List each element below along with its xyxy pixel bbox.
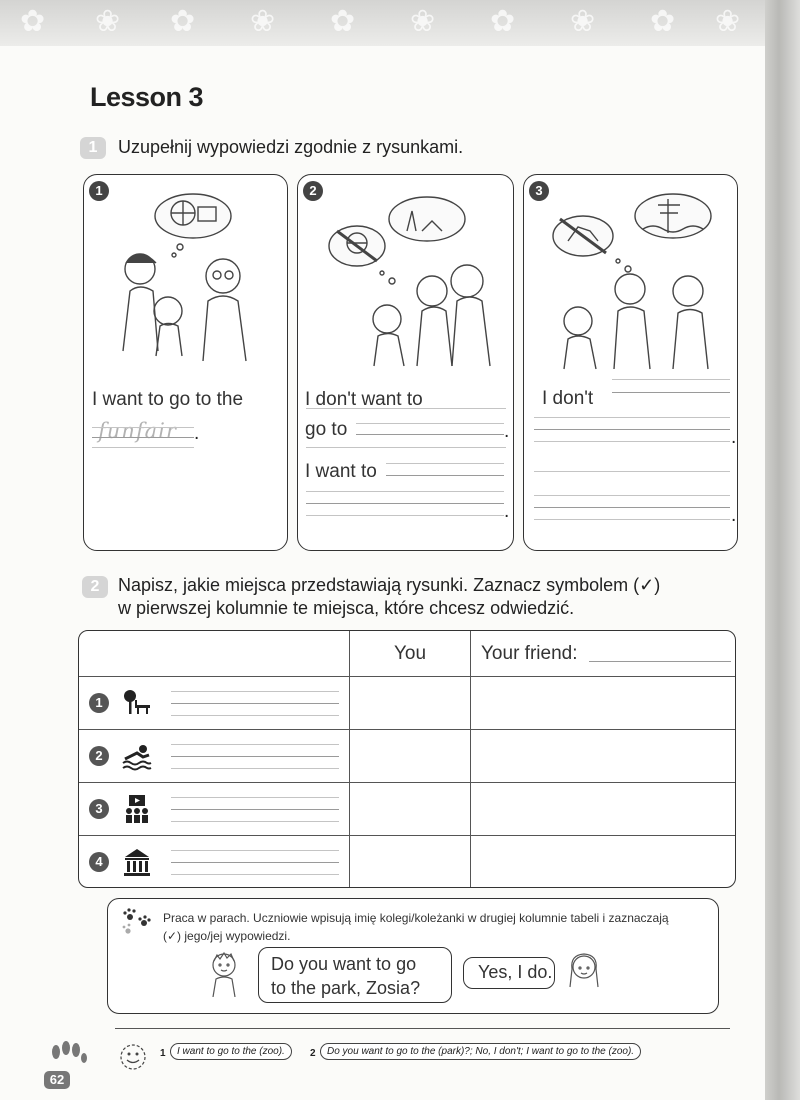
friend-check-cell[interactable] [471, 677, 735, 730]
lesson-title: Lesson 3 [90, 82, 204, 112]
answer-text: Yes, I do. [478, 962, 553, 982]
exercise-1-badge: 1 [80, 137, 106, 159]
writing-line [306, 491, 504, 492]
writing-line[interactable] [171, 744, 339, 745]
park-icon [121, 688, 153, 718]
page-number: 62 [44, 1071, 70, 1089]
sentence-period: . [731, 427, 737, 448]
picture-panel-2 [297, 174, 514, 551]
question-speech-bubble [258, 947, 452, 1003]
writing-line [612, 379, 730, 380]
handwritten-example-answer: funfair [98, 419, 177, 443]
writing-line[interactable] [171, 874, 339, 875]
place-cell [79, 730, 350, 783]
panel-1-prompt: I want to go to the [92, 389, 244, 410]
writing-line [306, 503, 504, 504]
sentence-period: . [504, 501, 510, 522]
panel-number: 3 [529, 181, 549, 201]
museum-icon [121, 847, 153, 877]
friend-column-header: Your friend: [481, 643, 578, 664]
exercise-2-badge: 2 [82, 576, 108, 598]
boy-avatar [208, 951, 240, 997]
row-number: 3 [89, 799, 109, 819]
picture-panel-1 [83, 174, 288, 551]
friend-name-line[interactable] [589, 661, 731, 662]
writing-line[interactable] [171, 768, 339, 769]
sentence-period: . [731, 505, 737, 526]
writing-line[interactable] [171, 703, 339, 704]
panel-number: 1 [89, 181, 109, 201]
writing-line[interactable] [171, 756, 339, 757]
writing-line[interactable] [171, 821, 339, 822]
writing-line [534, 429, 730, 430]
picture-panel-3 [523, 174, 738, 551]
writing-line [534, 417, 730, 418]
footer-rule [115, 1028, 730, 1029]
writing-line [306, 447, 506, 448]
writing-line [386, 463, 504, 464]
page-binding-edge [765, 0, 800, 1100]
writing-line [534, 519, 730, 520]
writing-line[interactable] [171, 691, 339, 692]
friend-check-cell[interactable] [471, 836, 735, 887]
header-you-cell [350, 631, 471, 677]
you-check-cell[interactable] [350, 836, 471, 887]
exercise-2-instruction-line-1: Napisz, jakie miejsca przedstawiają rysunki. Zaznacz symbolem (✓) [118, 575, 661, 595]
answer-key-number-2: 2 [310, 1048, 316, 1059]
paw-print-icon [48, 1040, 88, 1074]
writing-line [92, 437, 194, 438]
writing-line[interactable] [171, 809, 339, 810]
children-zoo-beach-illustration [538, 191, 728, 381]
pair-work-box [107, 898, 719, 1014]
writing-line[interactable] [171, 862, 339, 863]
writing-line [386, 475, 504, 476]
answer-key-1: I want to go to the (zoo). [170, 1043, 292, 1060]
writing-line[interactable] [171, 797, 339, 798]
friend-check-cell[interactable] [471, 783, 735, 836]
children-funfair-illustration [98, 191, 278, 381]
pair-work-instruction-line-2: (✓) jego/jej wypowiedzi. [163, 929, 291, 943]
you-check-cell[interactable] [350, 730, 471, 783]
answer-key-2: Do you want to go to the (park)?; No, I don't; I want to go to the (zoo). [320, 1043, 641, 1060]
cinema-icon [121, 794, 153, 824]
friend-check-cell[interactable] [471, 730, 735, 783]
place-cell [79, 677, 350, 730]
decorative-header-band: ✿ ❀ ✿ ❀ ✿ ❀ ✿ ❀ ✿ ❀ [0, 0, 765, 46]
writing-line [306, 515, 504, 516]
exercise-2-instruction-line-2: w pierwszej kolumnie te miejsca, które chcesz odwiedzić. [118, 598, 575, 618]
answer-key-number-1: 1 [160, 1048, 166, 1059]
girl-avatar [564, 951, 604, 997]
panel-3-prompt: I don't [542, 388, 594, 409]
exercise-1-instruction: Uzupełnij wypowiedzi zgodnie z rysunkami. [118, 137, 464, 157]
pair-work-icon [120, 907, 154, 937]
writing-line [534, 495, 730, 496]
writing-line [534, 441, 730, 442]
writing-line[interactable] [171, 715, 339, 716]
row-number: 2 [89, 746, 109, 766]
writing-line[interactable] [171, 850, 339, 851]
places-table [78, 630, 736, 888]
header-friend-cell [471, 631, 735, 677]
swimming-pool-icon [121, 741, 153, 771]
row-number: 1 [89, 693, 109, 713]
writing-line [356, 423, 504, 424]
writing-line [612, 392, 730, 393]
answer-speech-bubble [463, 957, 555, 989]
writing-line [356, 434, 504, 435]
writing-line [92, 427, 194, 428]
pair-work-instruction-line-1: Praca w parach. Uczniowie wpisują imię kolegi/koleżanki w drugiej kolumnie tabeli i zaznaczają [163, 911, 669, 925]
smiley-face-icon [117, 1042, 149, 1072]
writing-line [306, 408, 506, 409]
you-column-header: You [393, 642, 427, 664]
header-blank-cell [79, 631, 350, 677]
sentence-period: . [504, 421, 510, 442]
pair-work-instruction [163, 909, 708, 945]
writing-line [92, 447, 194, 448]
children-zoo-illustration [312, 191, 502, 381]
writing-line [534, 507, 730, 508]
panel-2-prompt-line-3: I want to [305, 461, 377, 482]
panel-number: 2 [303, 181, 323, 201]
panel-2-prompt-line-2: go to [305, 419, 348, 440]
panel-2-prompt-line-1: I don't want to [305, 389, 423, 410]
you-check-cell[interactable] [350, 677, 471, 730]
place-cell [79, 836, 350, 887]
question-line-2: to the park, Zosia? [271, 978, 421, 998]
writing-line [534, 471, 730, 472]
row-number: 4 [89, 852, 109, 872]
you-check-cell[interactable] [350, 783, 471, 836]
sentence-period: . [194, 423, 200, 444]
question-line-1: Do you want to go [271, 954, 417, 974]
place-cell [79, 783, 350, 836]
